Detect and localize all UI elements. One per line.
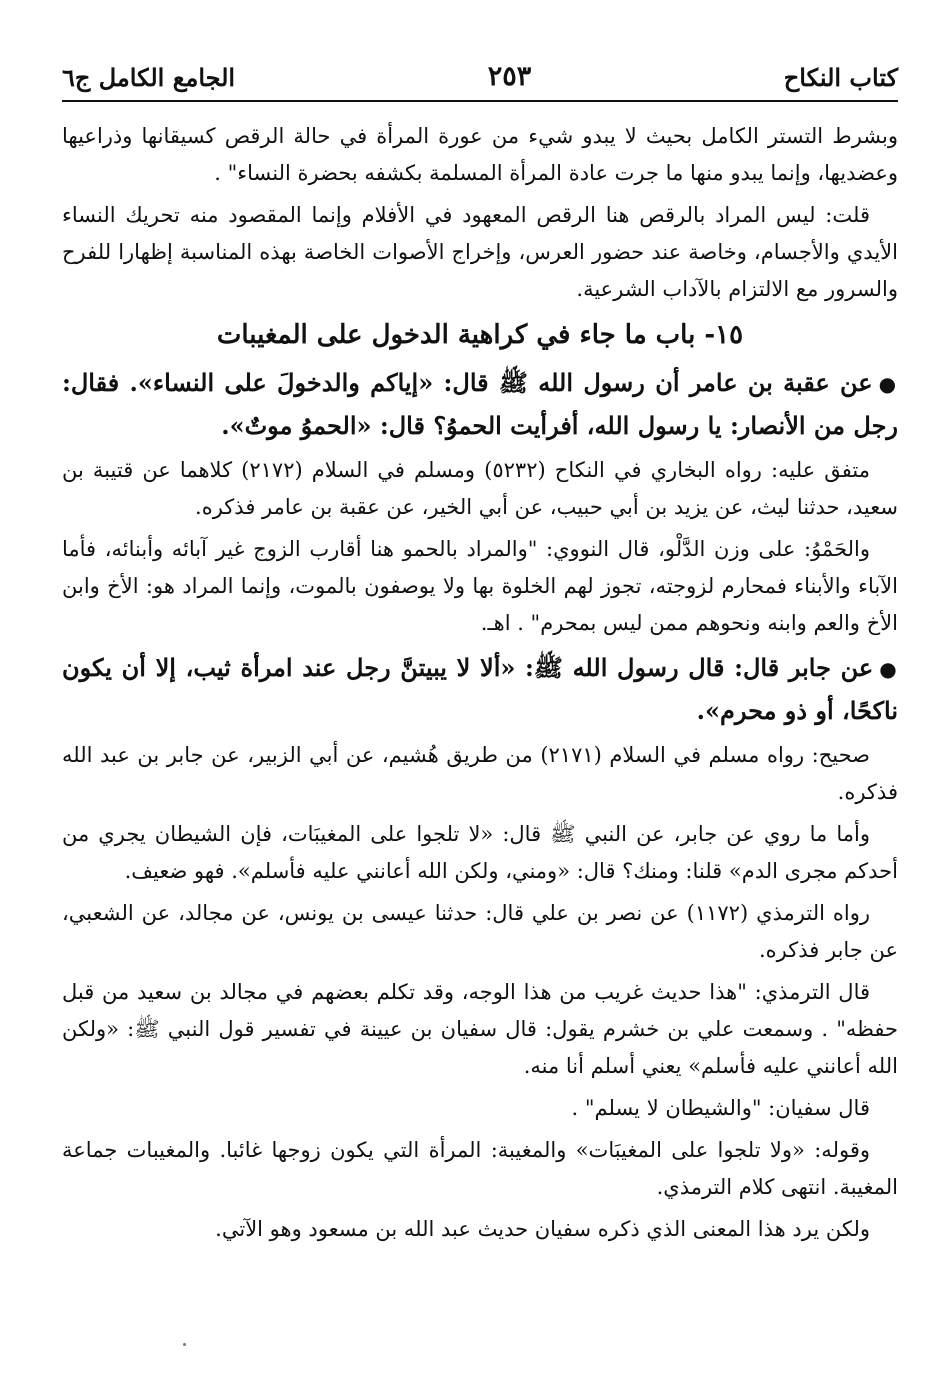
mughibat-definition: وقوله: «ولا تلجوا على المغيبَات» والمغيبة: المرأة التي يكون زوجها غائبا. والمغيبات جماعة المغيبة. انتهى كلام الترمذي. [62,1138,898,1199]
takhrij-2: صحيح: رواه مسلم في السلام (٢١٧١) من طريق هُشيم، عن أبي الزبير، عن جابر بن عبد الله فذكره. [62,743,898,804]
bullet-icon: ● [878,372,899,396]
header-rule [62,100,898,102]
chapter-heading: ١٥- باب ما جاء في كراهية الدخول على المغيبات [216,320,744,350]
page-body [62,118,898,1253]
hadith-1-text: عن عقبة بن عامر أن رسول الله ﷺ قال: «إياكم والدخولَ على النساء». فقال: رجل من الأنصار: يا رسول الله، أفرأيت الحموُ؟ قال: «الحموُ موتٌ». [62,368,898,440]
bullet-icon: ● [879,657,899,681]
hadith-1 [62,362,898,447]
takhrij-1: متفق عليه: رواه البخاري في النكاح (٥٢٣٢) ومسلم في السلام (٢١٧٢) كلاهما عن قتيبة بن سعيد، حدثنا ليث، عن يزيد بن أبي حبيب، عن أبي الخير، عن عقبة بن عامر فذكره. [62,458,898,519]
book-title: الجامع الكامل ج٦ [62,63,236,92]
tirmidhi-comment: قال الترمذي: "هذا حديث غريب من هذا الوجه، وقد تكلم بعضهم في مجالد بن سعيد من قبل حفظه" . وسمعت علي بن خشرم يقول: قال سفيان بن عيينة في تفسير قول النبي ﷺ: «ولكن الله أعانني عليه فأسلم» يعني أسلم أنا منه. [62,980,898,1078]
page-number: ٢٥٣ [487,61,532,92]
sufyan-quote: قال سفيان: "والشيطان لا يسلم" . [571,1096,870,1120]
intro-paragraph-2: قلت: ليس المراد بالرقص هنا الرقص المعهود في الأفلام وإنما المقصود منه تحريك النساء الأيدي والأجسام، وخاصة عند حضور العرس، وإخراج الأصوات الخاصة بهذه المناسبة إظهارا للفرح والسرور مع الالتزام بالآداب الشرعية. [62,203,898,301]
hadith-2 [62,647,898,732]
hadith-2-text: عن جابر قال: قال رسول الله ﷺ: «ألا لا يبيتنَّ رجل عند امرأة ثيب، إلا أن يكون ناكحًا، أو ذو محرم». [62,653,898,725]
page-header [62,52,898,92]
speck-mark [183,1343,186,1346]
tirmidhi-source: رواه الترمذي (١١٧٢) عن نصر بن علي قال: حدثنا عيسى بن يونس، عن مجالد، عن الشعبي، عن جابر فذكره. [62,901,898,962]
intro-paragraph-1: وبشرط التستر الكامل بحيث لا يبدو شيء من عورة المرأة في حالة الرقص كسيقانها وذراعيها وعضديها، وإنما يبدو منها ما جرت عادة المرأة المسلمة بكشفه بحضرة النساء" . [62,124,898,185]
weak-hadith-paragraph: وأما ما روي عن جابر، عن النبي ﷺ قال: «لا تلجوا على المغيبَات، فإن الشيطان يجري من أحدكم مجرى الدم» قلنا: ومنك؟ قال: «ومني، ولكن الله أعانني عليه فأسلم». فهو ضعيف. [62,822,898,883]
note-hamw: والحَمْوُ: على وزن الدَّلْو، قال النووي: "والمراد بالحمو هنا أقارب الزوج غير آبائه وأبنائه، فأما الآباء والأبناء فمحارم لزوجته، تجوز لهم الخلوة بها ولا يوصفون بالموت، وإنما المراد هو: الأخ وابن الأخ والعم وابنه ونحوهم ممن ليس بمحرم" . اهـ. [62,537,898,635]
chapter-title: كتاب النكاح [783,63,898,92]
closing-paragraph: ولكن يرد هذا المعنى الذي ذكره سفيان حديث عبد الله بن مسعود وهو الآتي. [215,1217,870,1241]
